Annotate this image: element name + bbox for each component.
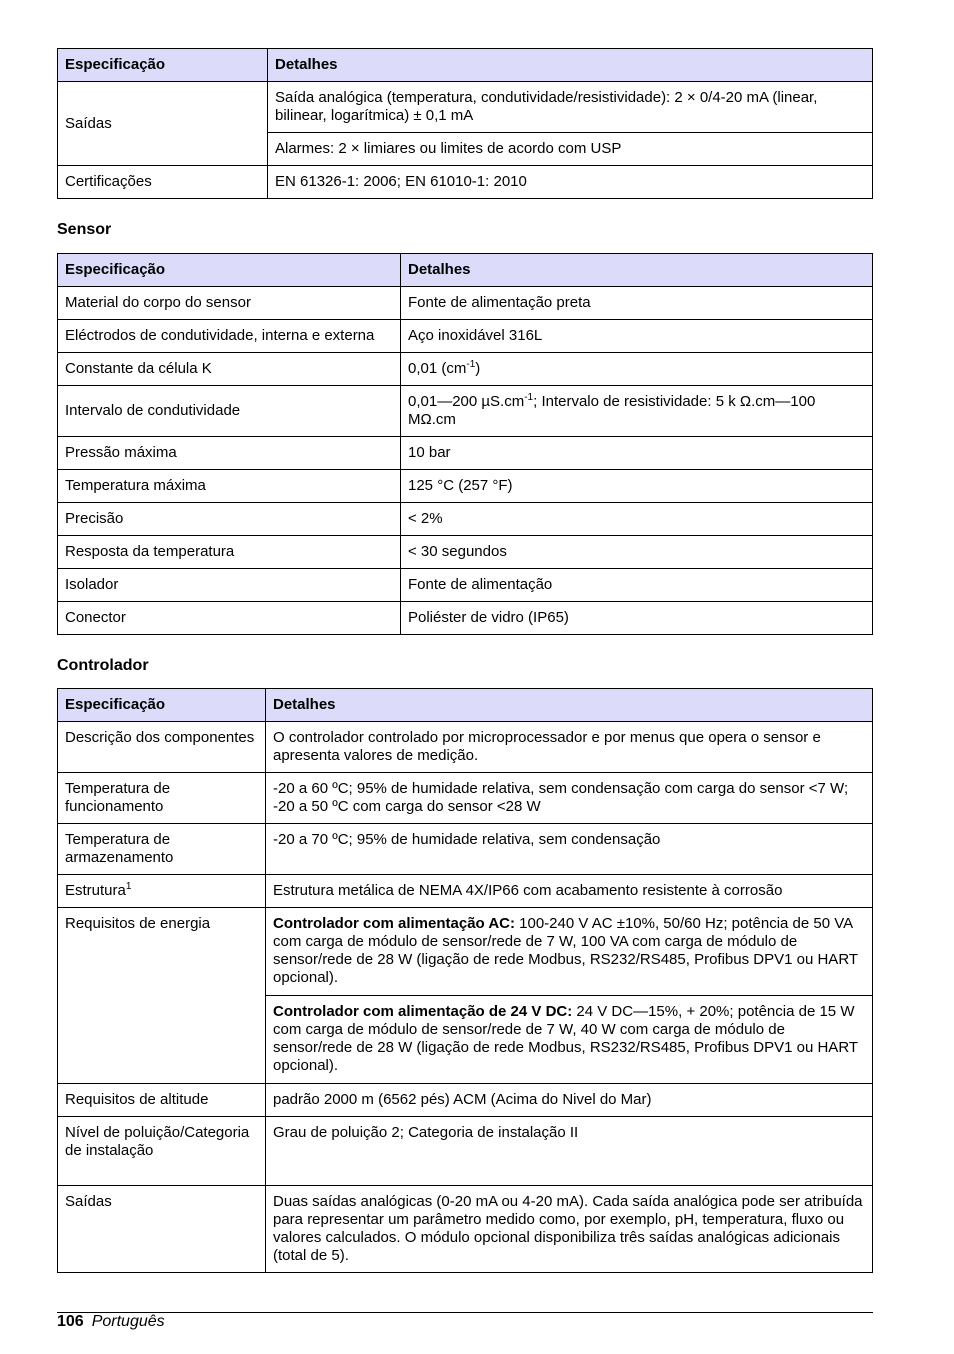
detail-cell — [401, 386, 873, 437]
footer-divider — [57, 1312, 873, 1313]
superscript: -1 — [466, 359, 476, 370]
detail-cell: O controlador controlado por microprocessador e por menus que opera o sensor e apresenta valores de medição. — [266, 722, 873, 773]
detail-cell: Duas saídas analógicas (0-20 mA ou 4-20 mA). Cada saída analógica pode ser atribuída para representar um parâmetro medido como, por exemplo, pH, temperatura, fluxo ou valores calculados. O módulo opcional disponibiliza três saídas analógicas adicionais (total de 5). — [266, 1186, 873, 1273]
controller-table — [57, 688, 873, 1273]
detail-cell — [401, 353, 873, 386]
detail-cell: EN 61326-1: 2006; EN 61010-1: 2010 — [268, 166, 873, 199]
power-dc-label: Controlador com alimentação de 24 V DC: — [273, 1003, 573, 1020]
detail-cell: Aço inoxidável 316L — [401, 320, 873, 353]
section-title-controller: Controlador — [57, 657, 149, 674]
detail-cell: Grau de poluição 2; Categoria de instalação II — [266, 1117, 873, 1186]
detail-cell: < 2% — [401, 503, 873, 536]
detail-cell — [266, 996, 873, 1084]
detail-cell: Fonte de alimentação — [401, 569, 873, 602]
spec-cell: Requisitos de altitude — [58, 1084, 266, 1117]
spec-cell: Nível de poluição/Categoria de instalação — [58, 1117, 266, 1186]
spec-cell: Temperatura máxima — [58, 470, 401, 503]
detail-cell: Poliéster de vidro (IP65) — [401, 602, 873, 635]
header-spec: Especificação — [58, 254, 401, 287]
detail-text: 0,01 (cm — [408, 360, 467, 377]
spec-cell: Conector — [58, 602, 401, 635]
superscript: -1 — [524, 392, 534, 403]
header-details: Detalhes — [266, 689, 873, 722]
spec-cell: Material do corpo do sensor — [58, 287, 401, 320]
spec-cell: Temperatura de armazenamento — [58, 824, 266, 875]
spec-cell: Descrição dos componentes — [58, 722, 266, 773]
section-title-sensor: Sensor — [57, 221, 112, 238]
page-footer — [57, 1313, 165, 1331]
spec-cell: Isolador — [58, 569, 401, 602]
detail-cell: Saída analógica (temperatura, condutividade/resistividade): 2 × 0/4-20 mA (linear, bilinear, logarítmica) ± 0,1 mA — [268, 82, 873, 133]
spec-cell: Constante da célula K — [58, 353, 401, 386]
detail-cell: Estrutura metálica de NEMA 4X/IP66 com acabamento resistente à corrosão — [266, 875, 873, 908]
header-spec: Especificação — [58, 689, 266, 722]
detail-cell: -20 a 70 ºC; 95% de humidade relativa, sem condensação — [266, 824, 873, 875]
spec-cell: Temperatura de funcionamento — [58, 773, 266, 824]
spec-cell: Precisão — [58, 503, 401, 536]
detail-cell: Alarmes: 2 × limiares ou limites de acordo com USP — [268, 133, 873, 166]
page-number: 106 — [57, 1313, 84, 1330]
detail-cell — [266, 908, 873, 996]
power-dc-text: 24 V DC—15%, + 20%; potência de 15 W com carga de módulo de sensor/rede de 7 W, 40 W com carga de módulo de sensor/rede de 28 W (ligação de rede Modbus, RS232/RS485, Profibus DPV1 ou HART opcional). — [273, 1003, 858, 1074]
footer-language: Português — [91, 1313, 165, 1330]
footnote-marker: 1 — [125, 881, 132, 892]
header-details: Detalhes — [268, 49, 873, 82]
header-details: Detalhes — [401, 254, 873, 287]
spec-cell: Certificações — [58, 166, 268, 199]
spec-cell — [58, 875, 266, 908]
spec-cell: Saídas — [58, 1186, 266, 1273]
spec-cell: Eléctrodos de condutividade, interna e externa — [58, 320, 401, 353]
spec-cell: Saídas — [58, 82, 268, 166]
power-ac-label: Controlador com alimentação AC: — [273, 915, 515, 932]
detail-cell: -20 a 60 ºC; 95% de humidade relativa, sem condensação com carga do sensor <7 W; -20 a 50 ºC com carga do sensor <28 W — [266, 773, 873, 824]
power-ac-text: 100-240 V AC ±10%, 50/60 Hz; potência de 50 VA com carga de módulo de sensor/rede de 7 W, 100 VA com carga de módulo de sensor/rede de 28 W (ligação de rede Modbus, RS232/RS485, Profibus DPV1 ou HART opcional). — [273, 915, 858, 986]
detail-text: ; Intervalo de resistividade: 5 k Ω.cm—100 MΩ.cm — [408, 393, 816, 428]
detail-cell: < 30 segundos — [401, 536, 873, 569]
spec-cell: Resposta da temperatura — [58, 536, 401, 569]
spec-cell: Pressão máxima — [58, 437, 401, 470]
detail-cell: Fonte de alimentação preta — [401, 287, 873, 320]
detail-text: 0,01—200 µS.cm — [408, 393, 525, 410]
detail-cell: 125 °C (257 °F) — [401, 470, 873, 503]
spec-cell: Requisitos de energia — [58, 908, 266, 1084]
outputs-table — [57, 48, 873, 199]
spec-cell: Intervalo de condutividade — [58, 386, 401, 437]
detail-text: ) — [475, 360, 481, 377]
detail-cell: 10 bar — [401, 437, 873, 470]
detail-cell: padrão 2000 m (6562 pés) ACM (Acima do Nivel do Mar) — [266, 1084, 873, 1117]
sensor-table — [57, 253, 873, 635]
spec-text: Estrutura — [65, 882, 126, 899]
header-spec: Especificação — [58, 49, 268, 82]
